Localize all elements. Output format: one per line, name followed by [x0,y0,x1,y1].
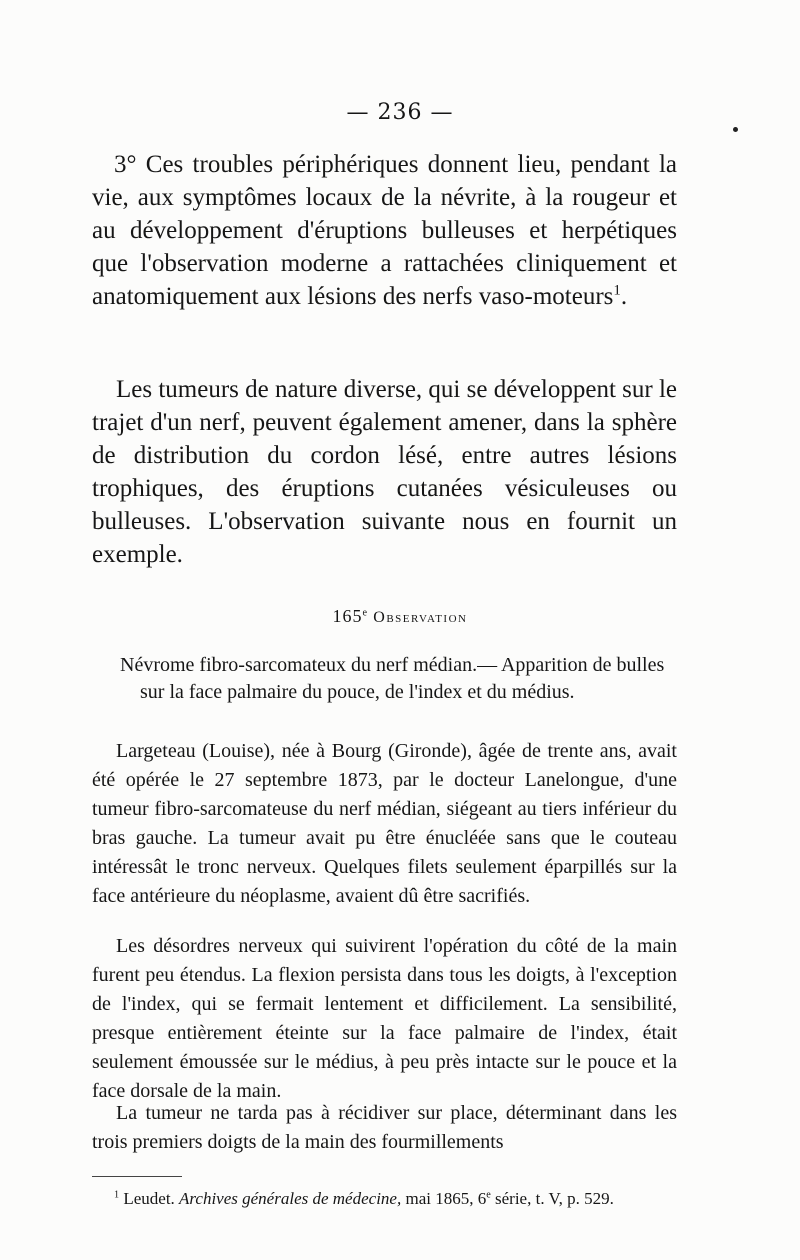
footnote-details: mai 1865, 6 [405,1189,487,1208]
footnote-details-end: série, t. V, p. 529. [490,1189,614,1208]
observation-number-suffix: e [362,607,369,619]
footnote [92,1186,677,1212]
footnote-details-sup: e [486,1189,491,1201]
footnote-author: Leudet. [123,1189,175,1208]
paragraph-patient-history: Largeteau (Louise), née à Bourg (Gironde), âgée de trente ans, avait été opérée le 27 septembre 1873, par le docteur Lanelongue, d'une tumeur fibro-sarcomateuse du nerf médian, siégeant au tiers inférieur du bras gauche. La tumeur avait pu être énucléée sans que le couteau intéressât le tronc nerveux. Quelques filets seulement éparpillés sur la face antérieure du néoplasme, avaient dû être sacrifiés. [92,740,677,907]
paragraph-recurrence: La tumeur ne tarda pas à récidiver sur place, déterminant dans les trois premiers doigts de la main des fourmillements [92,1102,677,1153]
observation-title-line-1: Névrome fibro-sarcomateux du nerf médian.— Apparition de bulles [120,654,665,676]
footnote-divider [92,1176,182,1177]
observation-number: 165 [332,606,363,626]
observation-title-line-2: sur la face palmaire du pouce, de l'index et du médius. [140,681,575,703]
page-number: — 236 — [346,100,454,125]
paragraph-tumors: Les tumeurs de nature diverse, qui se développent sur le trajet d'un nerf, peuvent également amener, dans la sphère de distribution du cordon lésé, entre autres lésions trophiques, des éruptions cutanées vésiculeuses ou bulleuses. L'observation suivante nous en fournit un exemple. [92,376,677,568]
paragraph-text: 3° Ces troubles périphériques donnent lieu, pendant la vie, aux symptômes locaux de la névrite, à la rougeur et au développement d'éruptions bulleuses et herpétiques que l'observation moderne a rattachées cliniquement et anatomiquement aux lésions des nerfs vaso-moteurs [92,151,677,310]
paragraph-nervous-disorders: Les désordres nerveux qui suivirent l'opération du côté de la main furent peu étendus. La flexion persista dans tous les doigts, à l'exception de l'index, qui se fermait lentement et difficilement. La sensibilité, presque entièrement éteinte sur la face palmaire de l'index, était seulement émoussée sur le médius, à peu près intacte sur le pouce et la face dorsale de la main. [92,935,677,1102]
footnote-reference[interactable]: 1 [613,282,621,299]
paragraph-peripheral-troubles [92,148,677,313]
observation-title [120,652,680,706]
footnote-title: Archives générales de médecine, [179,1189,402,1208]
footnote-marker: 1 [114,1189,120,1201]
observation-heading [0,606,800,627]
paragraph-end: . [620,283,628,310]
ink-spot [733,127,738,132]
observation-label: Observation [373,609,468,626]
